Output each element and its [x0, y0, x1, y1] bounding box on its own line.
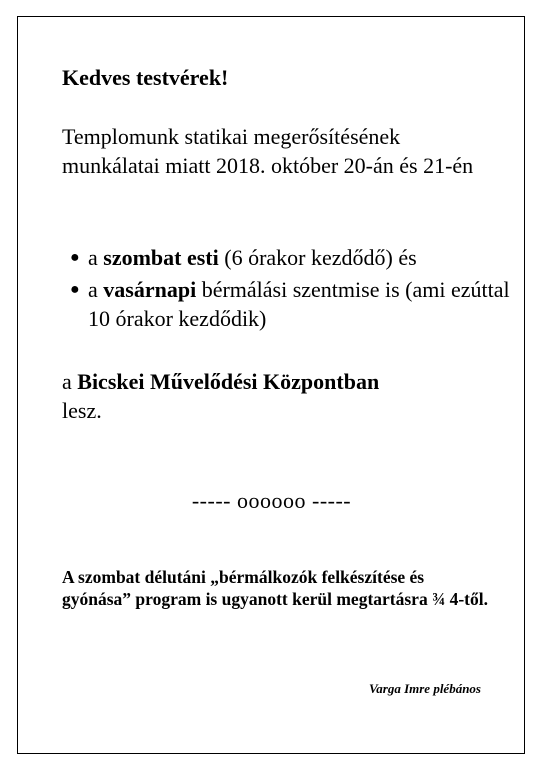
list-item-bold: vasárnapi	[103, 277, 197, 302]
signature: Varga Imre plébános	[369, 681, 481, 696]
venue-paragraph	[62, 367, 502, 425]
greeting-heading: Kedves testvérek!	[62, 65, 229, 90]
list-item-bold: szombat esti	[103, 245, 219, 270]
list-item-rest: (6 órakor kezdődő) és	[218, 245, 417, 270]
bullet-icon: ●	[70, 249, 80, 266]
list-item-sunday	[62, 275, 512, 333]
list-item-saturday	[62, 243, 512, 272]
venue-name: Bicskei Művelődési Központban	[77, 369, 380, 394]
list-item-prefix: a	[88, 245, 104, 270]
venue-prefix: a	[62, 369, 78, 394]
list-item-prefix: a	[88, 277, 104, 302]
service-list	[62, 243, 512, 336]
section-divider: ----- oooooo -----	[191, 488, 352, 513]
confession-note: A szombat délutáni „bérmálkozók felkészítése és gyónása” program is ugyanott kerül megtartásra ¾ 4-től.	[62, 567, 488, 609]
bullet-icon: ●	[70, 281, 80, 298]
list-item-rest: bérmálási szentmise is (ami ezúttal 10 órakor kezdődik)	[88, 277, 510, 331]
venue-suffix: lesz.	[62, 398, 102, 423]
intro-paragraph: Templomunk statikai megerősítésének munkálatai miatt 2018. október 20-án és 21-én	[62, 124, 474, 178]
